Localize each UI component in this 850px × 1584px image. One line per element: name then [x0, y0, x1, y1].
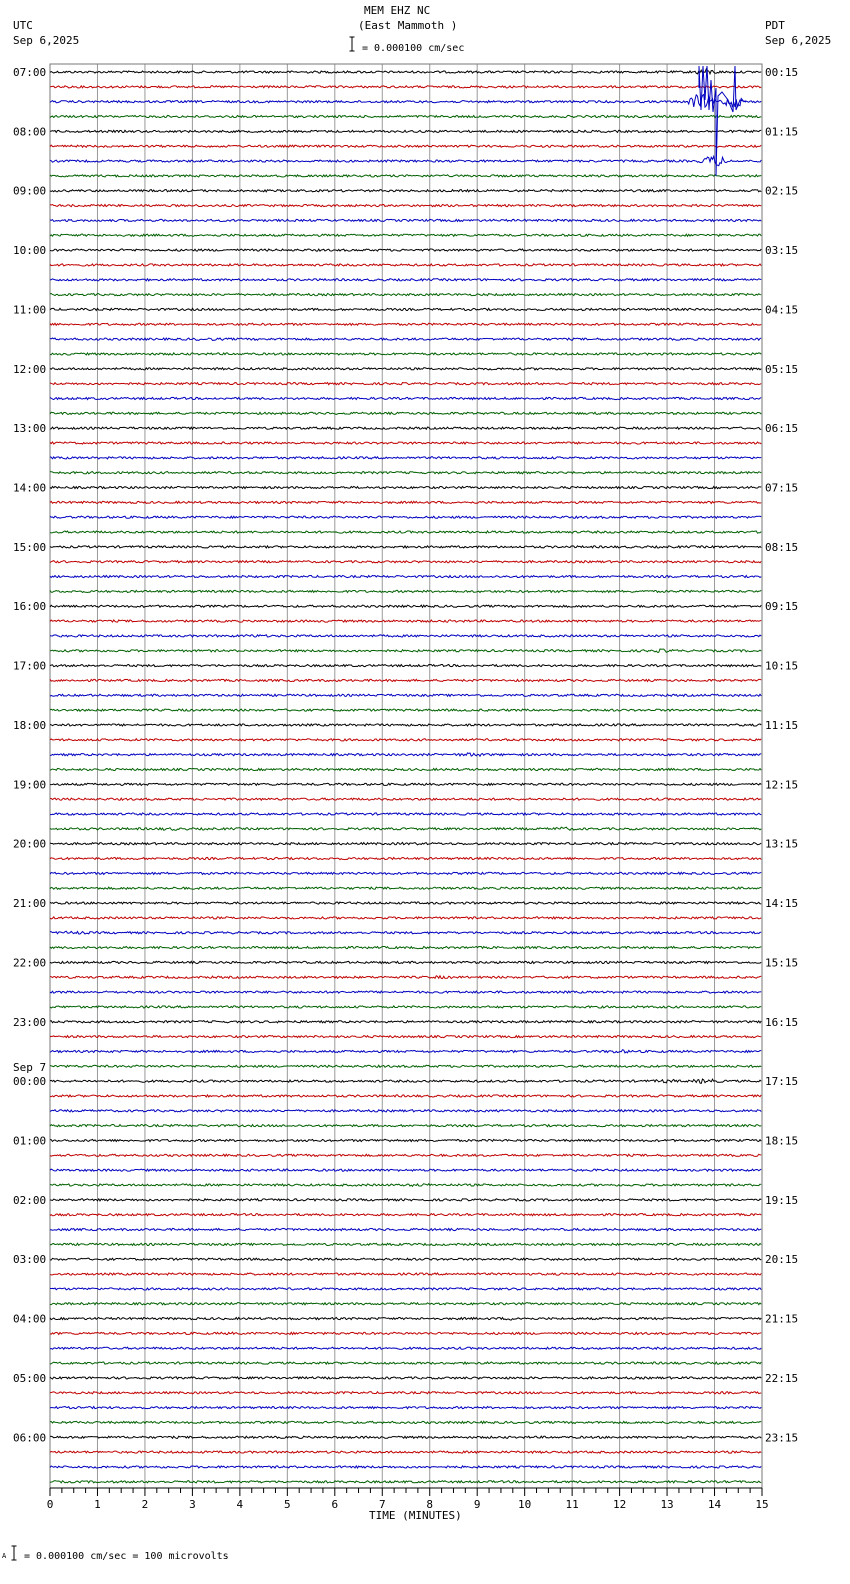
trace-row-75: [50, 1184, 761, 1187]
station-title: MEM EHZ NC: [364, 4, 431, 17]
trace-row-17: [50, 323, 761, 325]
left-hour-label-18:00: 18:00: [13, 718, 47, 732]
x-tick-label-12: 12: [612, 1498, 627, 1511]
trace-row-24: [50, 427, 761, 429]
trace-row-29: [50, 501, 761, 503]
trace-row-6: [50, 156, 761, 165]
trace-row-66: [50, 1050, 761, 1053]
trace-row-12: [50, 249, 761, 251]
x-tick-label-6: 6: [331, 1498, 339, 1511]
left-hour-label-11:00: 11:00: [13, 303, 47, 317]
right-hour-label-05:15: 05:15: [765, 362, 799, 376]
trace-row-87: [50, 1362, 761, 1364]
left-hour-label-06:00: 06:00: [13, 1431, 47, 1445]
right-hour-label-22:15: 22:15: [765, 1371, 799, 1385]
left-hour-label-01:00: 01:00: [13, 1134, 47, 1148]
trace-row-76: [50, 1199, 761, 1201]
left-hour-label-13:00: 13:00: [13, 422, 47, 436]
x-tick-label-3: 3: [189, 1498, 196, 1511]
trace-row-95: [50, 1481, 761, 1483]
trace-row-91: [50, 1421, 761, 1423]
trace-row-85: [50, 1332, 761, 1334]
trace-row-55: [50, 887, 761, 889]
right-hour-label-17:15: 17:15: [765, 1075, 799, 1089]
trace-row-11: [50, 234, 761, 236]
trace-row-61: [50, 976, 761, 979]
left-hour-label-21:00: 21:00: [13, 897, 47, 911]
trace-row-93: [50, 1451, 761, 1453]
left-hour-label-08:00: 08:00: [13, 125, 47, 139]
trace-row-25: [50, 442, 761, 444]
trace-row-1: [50, 86, 761, 88]
left-date: Sep 6,2025: [13, 34, 80, 47]
trace-row-37: [50, 620, 761, 622]
trace-row-48: [50, 783, 761, 785]
trace-row-54: [50, 872, 761, 874]
trace-row-60: [50, 961, 761, 963]
trace-row-26: [50, 457, 761, 459]
trace-row-38: [50, 635, 761, 637]
left-hour-label-20:00: 20:00: [13, 837, 47, 851]
x-tick-label-2: 2: [141, 1498, 149, 1511]
trace-row-88: [50, 1377, 761, 1379]
trace-row-2: [50, 95, 761, 108]
trace-row-63: [50, 1006, 761, 1008]
trace-row-32: [50, 546, 761, 548]
trace-row-78: [50, 1228, 761, 1230]
trace-row-42: [50, 694, 761, 696]
left-hour-label-02:00: 02:00: [13, 1193, 47, 1207]
left-hour-label-23:00: 23:00: [13, 1015, 47, 1029]
right-hour-label-23:15: 23:15: [765, 1431, 799, 1445]
scale-text: = 0.000100 cm/sec: [362, 43, 465, 54]
left-hour-label-19:00: 19:00: [13, 778, 47, 792]
x-tick-label-15: 15: [755, 1498, 769, 1511]
right-hour-label-20:15: 20:15: [765, 1253, 799, 1267]
trace-row-45: [50, 739, 761, 741]
x-axis: [47, 1488, 769, 1511]
right-hour-label-21:15: 21:15: [765, 1312, 799, 1326]
trace-row-8: [50, 190, 761, 192]
right-hour-label-16:15: 16:15: [765, 1015, 799, 1029]
right-hour-label-02:15: 02:15: [765, 184, 799, 198]
trace-row-7: [50, 175, 761, 177]
left-hour-label-12:00: 12:00: [13, 362, 47, 376]
left-hour-label-15:00: 15:00: [13, 540, 47, 554]
left-hour-label-10:00: 10:00: [13, 244, 47, 258]
right-hour-label-11:15: 11:15: [765, 718, 799, 732]
x-tick-label-5: 5: [284, 1498, 291, 1511]
trace-row-34: [50, 575, 761, 577]
trace-row-92: [50, 1436, 761, 1438]
right-hour-label-04:15: 04:15: [765, 303, 799, 317]
x-tick-label-13: 13: [660, 1498, 674, 1511]
trace-row-33: [50, 561, 761, 563]
trace-row-40: [50, 665, 761, 667]
left-hour-label-14:00: 14:00: [13, 481, 47, 495]
trace-row-35: [50, 590, 761, 592]
trace-row-47: [50, 768, 761, 770]
left-date-change-label: Sep 7: [13, 1061, 47, 1075]
x-tick-label-10: 10: [518, 1498, 532, 1511]
trace-row-86: [50, 1347, 761, 1349]
trace-row-18: [50, 338, 761, 340]
left-hour-label-05:00: 05:00: [13, 1371, 47, 1385]
right-hour-label-09:15: 09:15: [765, 600, 799, 614]
left-hour-label-04:00: 04:00: [13, 1312, 47, 1326]
station-location: (East Mammoth ): [358, 19, 458, 32]
trace-row-68: [50, 1079, 761, 1083]
x-tick-label-8: 8: [426, 1498, 434, 1511]
trace-row-90: [50, 1407, 761, 1409]
trace-row-73: [50, 1154, 761, 1156]
x-tick-label-14: 14: [707, 1498, 722, 1511]
trace-row-4: [50, 130, 761, 132]
trace-row-3: [50, 115, 761, 117]
x-tick-label-4: 4: [236, 1498, 244, 1511]
left-timezone: UTC: [13, 19, 33, 32]
trace-row-15: [50, 294, 761, 296]
trace-row-0: [50, 69, 761, 74]
trace-row-27: [50, 472, 761, 474]
trace-row-14: [50, 279, 761, 281]
right-hour-label-08:15: 08:15: [765, 540, 799, 554]
trace-row-41: [50, 679, 761, 681]
trace-row-65: [50, 1036, 761, 1038]
trace-row-39: [50, 649, 761, 652]
trace-row-22: [50, 397, 761, 399]
trace-row-30: [50, 516, 761, 518]
trace-row-64: [50, 1021, 761, 1023]
trace-row-79: [50, 1243, 761, 1245]
trace-row-20: [50, 368, 761, 370]
trace-row-49: [50, 798, 761, 800]
footer-scale-icon: [11, 1545, 17, 1561]
right-hour-label-07:15: 07:15: [765, 481, 799, 495]
right-hour-label-13:15: 13:15: [765, 837, 799, 851]
x-tick-label-0: 0: [46, 1498, 54, 1511]
trace-row-67: [50, 1065, 761, 1067]
trace-row-77: [50, 1214, 761, 1216]
right-timezone: PDT: [765, 19, 785, 32]
trace-row-13: [50, 264, 761, 266]
trace-row-46: [50, 753, 761, 756]
trace-row-83: [50, 1303, 761, 1305]
left-hour-label-03:00: 03:00: [13, 1253, 47, 1267]
trace-row-10: [50, 219, 761, 221]
trace-row-80: [50, 1258, 761, 1260]
trace-row-56: [50, 902, 761, 904]
trace-row-71: [50, 1125, 761, 1127]
trace-row-36: [50, 605, 761, 607]
right-hour-label-18:15: 18:15: [765, 1134, 799, 1148]
trace-row-50: [50, 813, 761, 815]
left-hour-label-00:00: 00:00: [13, 1075, 47, 1089]
right-hour-label-12:15: 12:15: [765, 778, 799, 792]
trace-row-28: [50, 486, 761, 488]
right-hour-label-03:15: 03:15: [765, 244, 799, 258]
trace-row-82: [50, 1288, 761, 1290]
trace-row-52: [50, 842, 761, 844]
x-axis-label: TIME (MINUTES): [369, 1509, 462, 1522]
trace-row-62: [50, 991, 761, 993]
x-tick-label-9: 9: [473, 1498, 481, 1511]
trace-row-31: [50, 531, 761, 533]
right-hour-label-00:15: 00:15: [765, 66, 799, 79]
left-hour-label-22:00: 22:00: [13, 956, 47, 970]
trace-lines: [50, 66, 761, 1483]
left-hour-label-17:00: 17:00: [13, 659, 47, 673]
trace-row-44: [50, 724, 761, 726]
trace-row-9: [50, 204, 761, 206]
left-hour-label-16:00: 16:00: [13, 600, 47, 614]
x-tick-label-11: 11: [565, 1498, 579, 1511]
right-hour-label-10:15: 10:15: [765, 659, 799, 673]
right-hour-label-14:15: 14:15: [765, 897, 799, 911]
right-hour-label-15:15: 15:15: [765, 956, 799, 970]
trace-row-57: [50, 917, 761, 919]
left-hour-label-09:00: 09:00: [13, 184, 47, 198]
trace-row-51: [50, 827, 761, 830]
right-hour-label-01:15: 01:15: [765, 125, 799, 139]
trace-row-81: [50, 1273, 761, 1275]
trace-row-89: [50, 1392, 761, 1394]
trace-row-23: [50, 412, 761, 414]
left-hour-label-07:00: 07:00: [13, 66, 47, 79]
trace-row-16: [50, 308, 761, 310]
trace-row-72: [50, 1139, 761, 1141]
trace-row-94: [50, 1466, 761, 1468]
footer-scale-text: = 0.000100 cm/sec = 100 microvolts: [24, 1551, 229, 1562]
footer-marker: A: [2, 1552, 7, 1560]
trace-row-58: [50, 931, 761, 934]
x-tick-label-1: 1: [94, 1498, 101, 1511]
trace-row-70: [50, 1110, 761, 1112]
trace-row-59: [50, 946, 761, 948]
trace-row-5: [50, 145, 761, 147]
trace-row-74: [50, 1169, 761, 1171]
right-hour-label-06:15: 06:15: [765, 422, 799, 436]
right-date: Sep 6,2025: [765, 34, 832, 47]
right-hour-label-19:15: 19:15: [765, 1193, 799, 1207]
trace-row-53: [50, 857, 761, 859]
trace-row-19: [50, 353, 761, 355]
x-tick-label-7: 7: [378, 1498, 386, 1511]
trace-row-69: [50, 1095, 761, 1097]
trace-row-21: [50, 383, 761, 385]
trace-row-84: [50, 1317, 761, 1320]
trace-row-43: [50, 709, 761, 711]
